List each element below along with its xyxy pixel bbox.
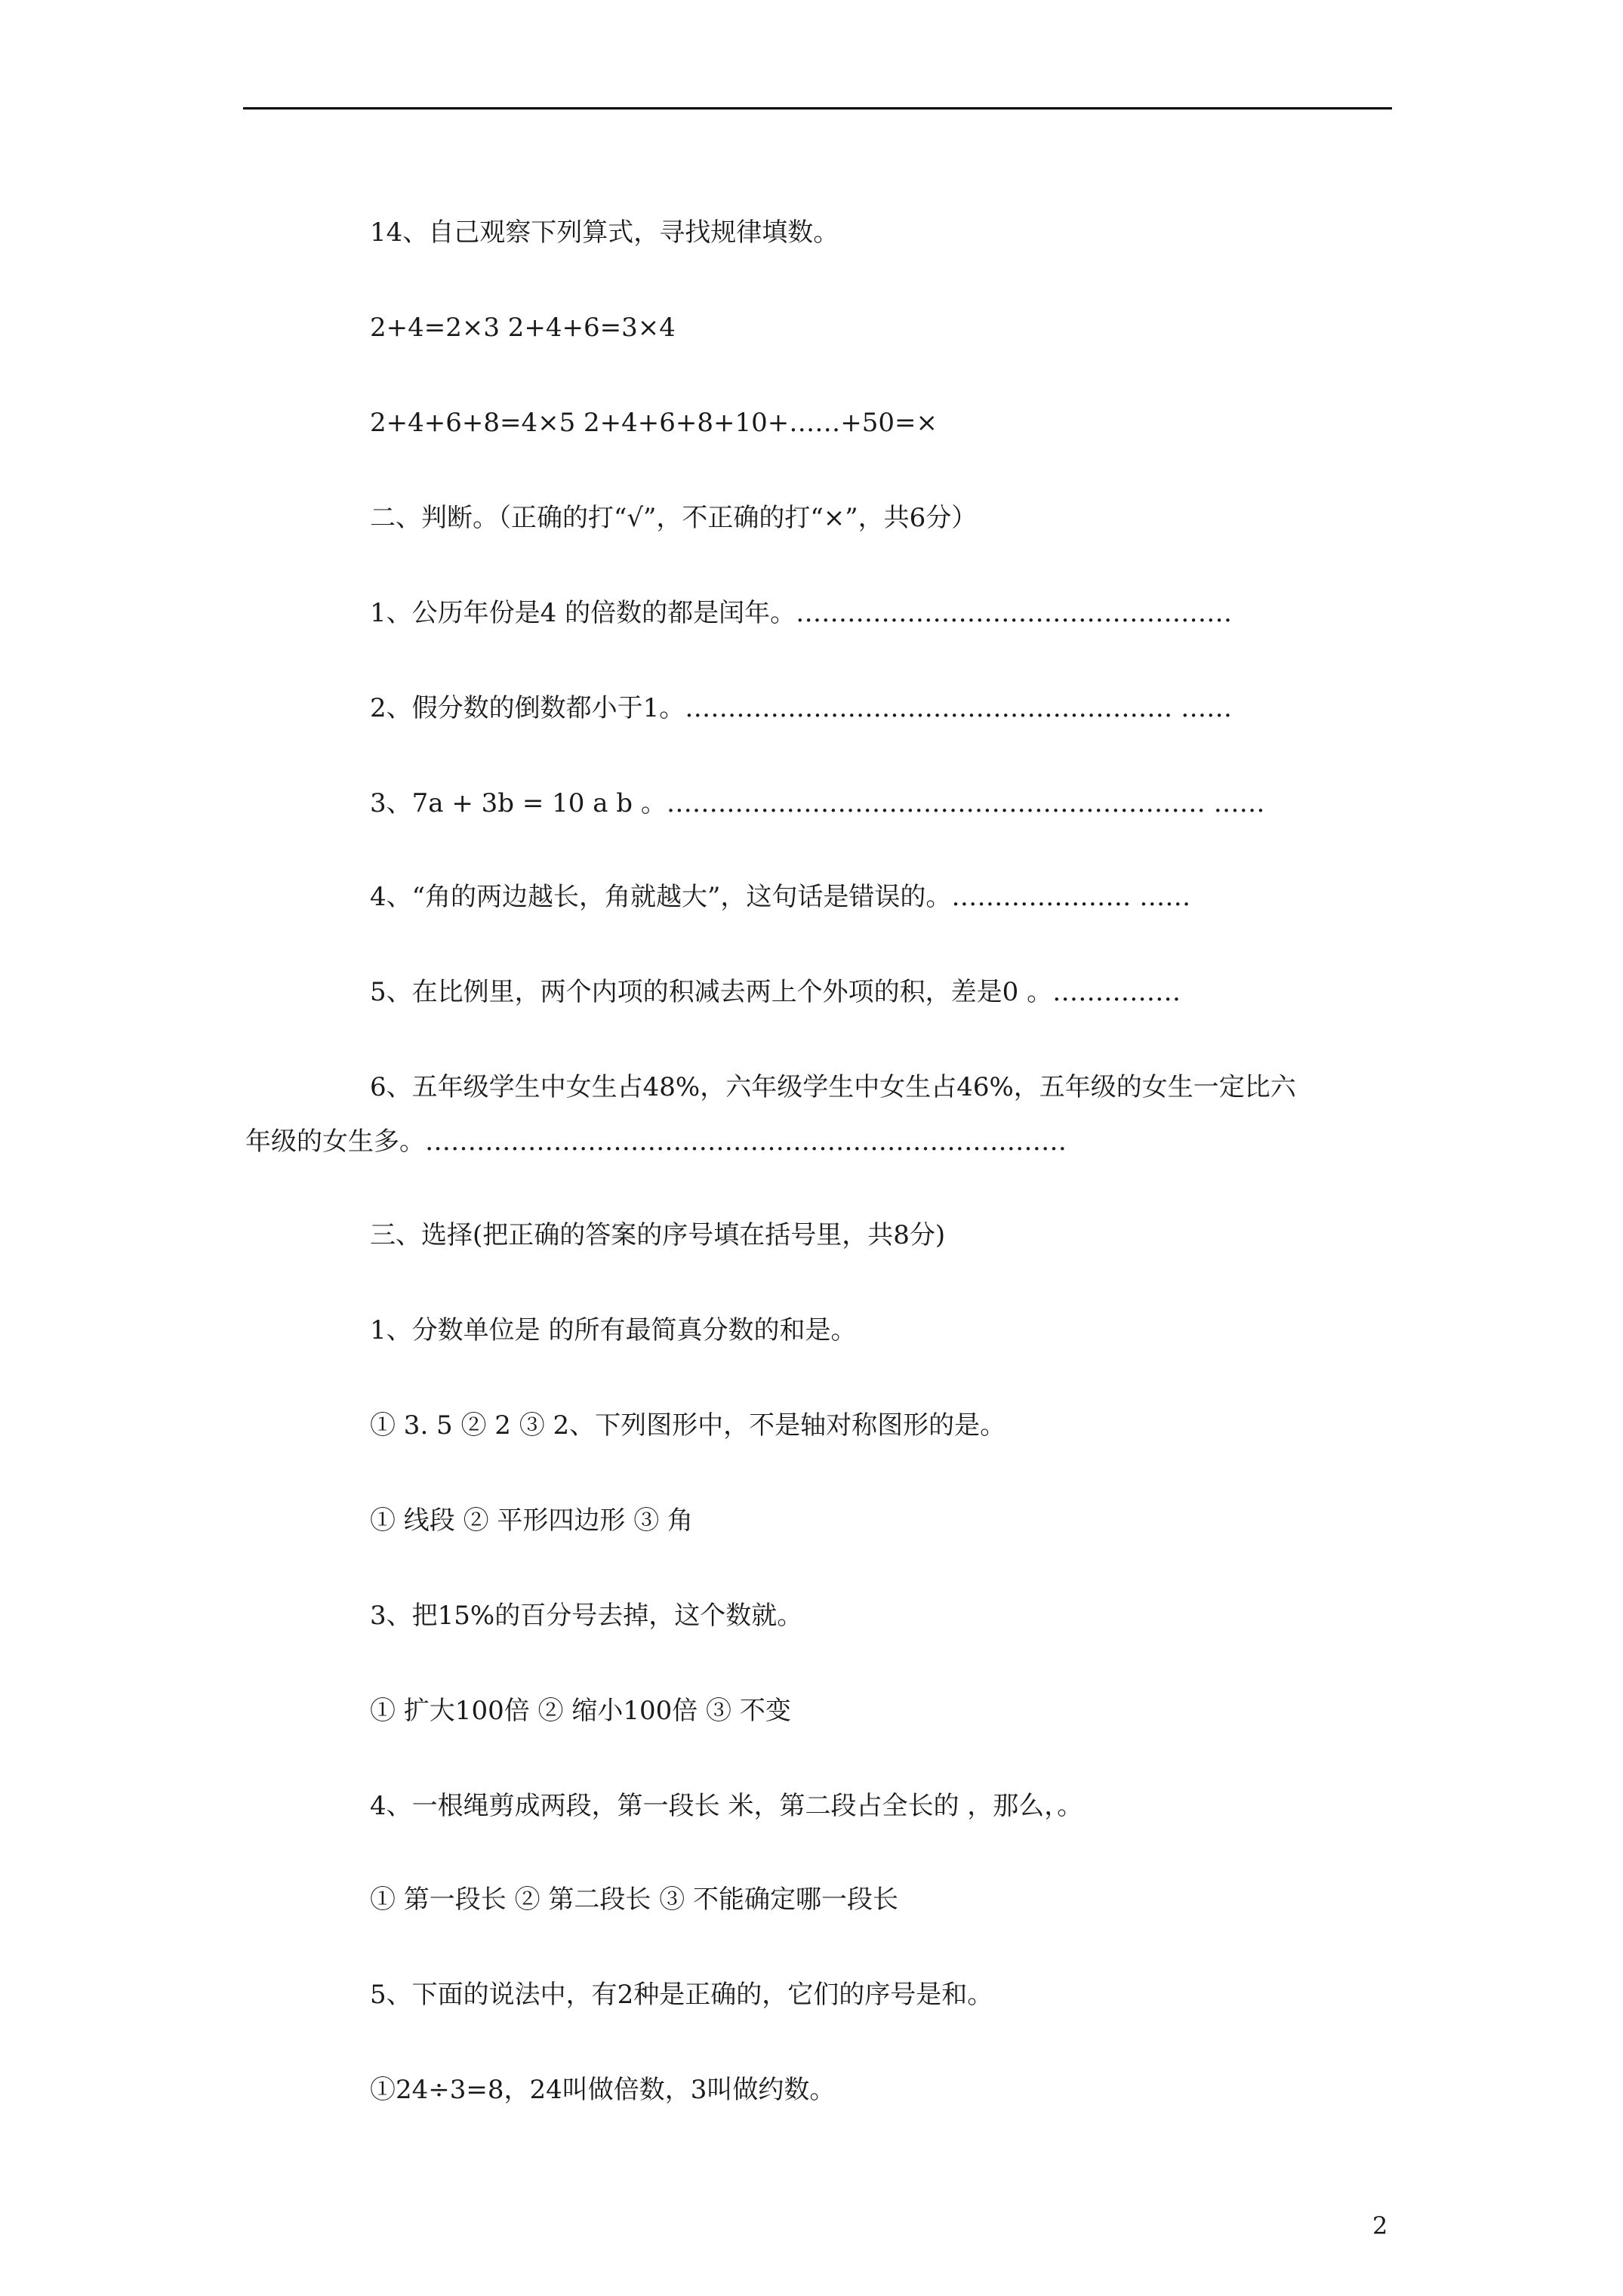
judge-item-5: 5、在比例里，两个内项的积减去两上个外项的积，差是0 。…………… [370, 977, 1181, 1007]
judge-item-6: 6、五年级学生中女生占48%，六年级学生中女生占46%，五年级的女生一定比六 [370, 1072, 1296, 1102]
choice-item-5: 5、下面的说法中，有2种是正确的，它们的序号是和。 [370, 1980, 993, 2010]
choice-options-5-item-1: ①24÷3=8，24叫做倍数，3叫做约数。 [370, 2075, 836, 2105]
choice-options-1-and-item-2: ① 3. 5 ② 2 ③ 2、下列图形中，不是轴对称图形的是。 [370, 1410, 1006, 1441]
choice-item-4: 4、一根绳剪成两段，第一段长 米，第二段占全长的 ，那么，。 [370, 1791, 1083, 1821]
formula-line-2: 2+4+6+8=4×5 2+4+6+8+10+……+50=× [370, 408, 938, 438]
choice-item-1: 1、分数单位是 的所有最简真分数的和是。 [370, 1315, 857, 1345]
section-choice-heading: 三、选择(把正确的答案的序号填在括号里，共8分) [370, 1220, 946, 1250]
section-judge-heading: 二、判断。（正确的打“√”，不正确的打“×”，共6分） [370, 503, 978, 533]
judge-item-6-continued: 年级的女生多。………………………………………………………………… [245, 1126, 1067, 1157]
choice-options-4: ① 第一段长 ② 第二段长 ③ 不能确定哪一段长 [370, 1885, 899, 1915]
page-number: 2 [1372, 2211, 1388, 2240]
question-14: 14、自己观察下列算式，寻找规律填数。 [370, 217, 839, 248]
judge-item-4: 4、“角的两边越长，角就越大”，这句话是错误的。………………… …… [370, 882, 1191, 912]
choice-options-2: ① 线段 ② 平形四边形 ③ 角 [370, 1505, 694, 1536]
choice-item-3: 3、把15%的百分号去掉，这个数就。 [370, 1601, 803, 1631]
choice-options-3: ① 扩大100倍 ② 缩小100倍 ③ 不变 [370, 1696, 791, 1726]
judge-item-2: 2、假分数的倒数都小于1。………………………………………………… …… [370, 693, 1233, 723]
header-rule [243, 107, 1392, 109]
judge-item-1: 1、公历年份是4 的倍数的都是闰年。…………………………………………… [370, 598, 1233, 628]
formula-line-1: 2+4=2×3 2+4+6=3×4 [370, 313, 676, 343]
judge-item-3: 3、7a + 3b = 10 a b 。……………………………………………………… …… [370, 788, 1265, 818]
